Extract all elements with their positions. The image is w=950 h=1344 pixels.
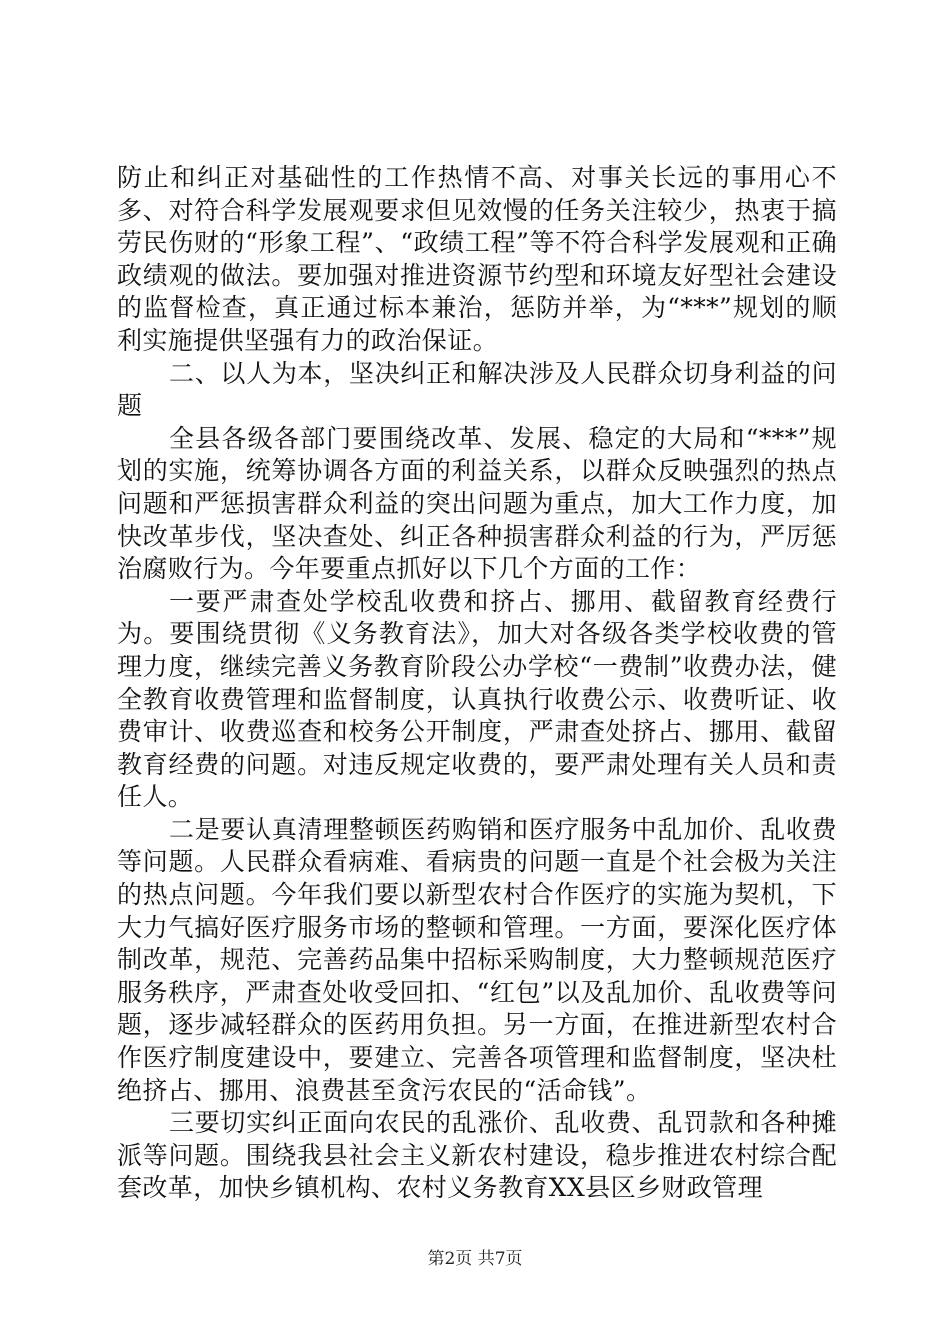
paragraph-intro: 全县各级各部门要围绕改革、发展、稳定的大局和“***”规划的实施，统筹协调各方面的利益关系，以群众反映强烈的热点问题和严惩损害群众利益的突出问题为重点，加大工作力度，加快改革步伐，坚决查处、纠正各种损害群众利益的行为，严厉惩治腐败行为。今年要重点抓好以下几个方面的工作： [117, 423, 837, 584]
paragraph-item-1: 一要严肃查处学校乱收费和挤占、挪用、截留教育经费行为。要围绕贯彻《义务教育法》，加大对各级各类学校收费的管理力度，继续完善义务教育阶段公办学校“一费制”收费办法，健全教育收费管理和监督制度，认真执行收费公示、收费听证、收费审计、收费巡查和校务公开制度，严肃查处挤占、挪用、截留教育经费的问题。对违反规定收费的，要严肃处理有关人员和责任人。 [117, 586, 837, 812]
page-number-footer: 第2页 共7页 [427, 1249, 523, 1269]
paragraph-item-2: 二是要认真清理整顿医药购销和医疗服务中乱加价、乱收费等问题。人民群众看病难、看病贵的问题一直是个社会极为关注的热点问题。今年我们要以新型农村合作医疗的实施为契机，下大力气搞好医疗服务市场的整顿和管理。一方面，要深化医疗体制改革，规范、完善药品集中招标采购制度，大力整顿规范医疗服务秩序，严肃查处收受回扣、“红包”以及乱加价、乱收费等问题，逐步减轻群众的医药用负担。另一方面，在推进新型农村合作医疗制度建设中，要建立、完善各项管理和监督制度，坚决杜绝挤占、挪用、浪费甚至贪污农民的“活命钱”。 [117, 814, 837, 1105]
paragraph-continuation: 防止和纠正对基础性的工作热情不高、对事关长远的事用心不多、对符合科学发展观要求但见效慢的任务关注较少，热衷于搞劳民伤财的“形象工程”、“政绩工程”等不符合科学发展观和正确政绩观的做法。要加强对推进资源节约型和环境友好型社会建设的监督检查，真正通过标本兼治，惩防并举，为“***”规划的顺利实施提供坚强有力的政治保证。 [117, 163, 837, 355]
paragraph-item-3: 三要切实纠正面向农民的乱涨价、乱收费、乱罚款和各种摊派等问题。围绕我县社会主义新农村建设，稳步推进农村综合配套改革，加快乡镇机构、农村义务教育XX县区乡财政管理 [117, 1108, 837, 1203]
section-heading: 二、以人为本，坚决纠正和解决涉及人民群众切身利益的问题 [117, 358, 837, 421]
document-body [117, 162, 837, 1205]
